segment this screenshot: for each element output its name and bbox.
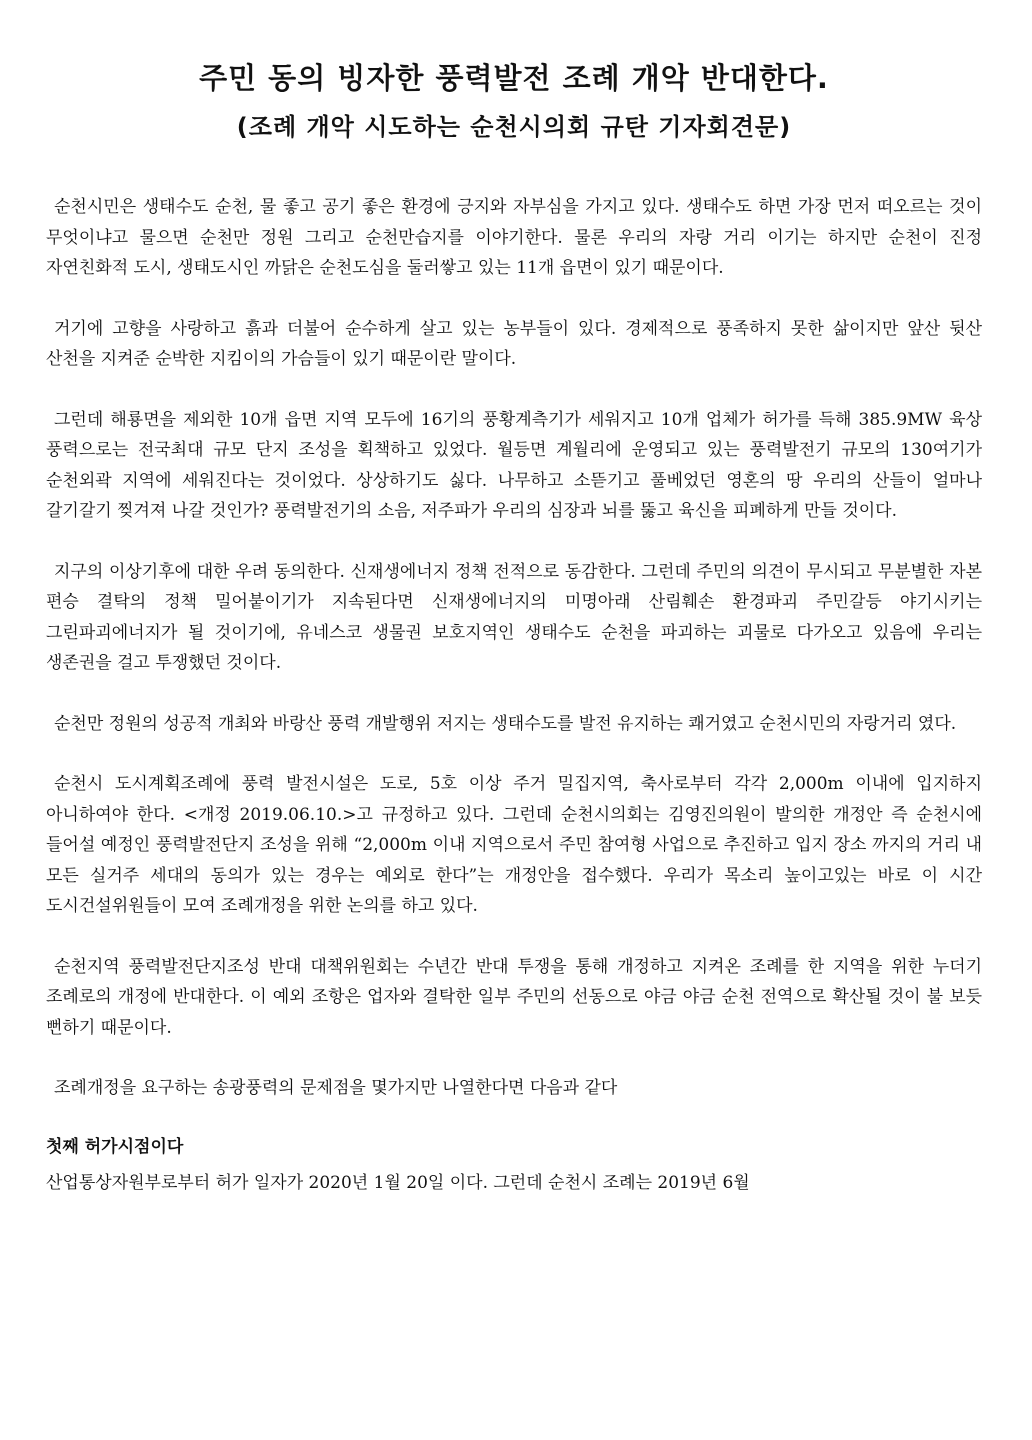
paragraph-6: 순천시 도시계획조례에 풍력 발전시설은 도로, 5호 이상 주거 밀집지역, 축사로부터 각각 2,000m 이내에 입지하지 아니하여야 한다. <개정 2019.06.10.>고 규정하고 있다. 그런데 순천시의회는 김영진의원이 발의한 개정안 즉 순천시에 들어설 예정인 풍력발전단지 조성을 위해 “2,000m 이내 지역으로서 주민 참여형 사업으로 추진하고 입지 장소 까지의 거리 내 모든 실거주 세대의 동의가 있는 경우는 예외로 한다”는 개정안을 접수했다. 우리가 목소리 높이고있는 바로 이 시간 도시건설위원들이 모여 조례개정을 위한 논의를 하고 있다. <box>46 774 982 916</box>
paragraph-4: 지구의 이상기후에 대한 우려 동의한다. 신재생에너지 정책 전적으로 동감한다. 그런데 주민의 의견이 무시되고 무분별한 자본 편승 결탁의 정책 밀어붙이기가 지속된다면 신재생에너지의 미명아래 산림훼손 환경파괴 주민갈등 야기시키는 그린파괴에너지가 될 것이기에, 유네스코 생물권 보호지역인 생태수도 순천을 파괴하는 괴물로 다가오고 있음에 우리는 생존권을 걸고 투쟁했던 것이다. <box>46 561 982 673</box>
document-body <box>46 192 982 1199</box>
document-subtitle: (조례 개악 시도하는 순천시의회 규탄 기자회견문) <box>236 113 792 141</box>
section-heading: 첫째 허가시점이다 <box>46 1136 184 1157</box>
paragraph-2: 거기에 고향을 사랑하고 흙과 더불어 순수하게 살고 있는 농부들이 있다. 경제적으로 풍족하지 못한 삶이지만 앞산 뒷산 산천을 지켜준 순박한 지킴이의 가슴들이 있기 때문이란 말이다. <box>46 318 982 369</box>
document-page <box>46 58 982 1199</box>
paragraph-1: 순천시민은 생태수도 순천, 물 좋고 공기 좋은 환경에 긍지와 자부심을 가지고 있다. 생태수도 하면 가장 먼저 떠오르는 것이 무엇이냐고 물으면 순천만 정원 그리고 순천만습지를 이야기한다. 물론 우리의 자랑 거리 이기는 하지만 순천이 진정 자연친화적 도시, 생태도시인 까닭은 순천도심을 둘러쌓고 있는 11개 읍면이 있기 때문이다. <box>46 197 982 278</box>
paragraph-8: 조례개정을 요구하는 송광풍력의 문제점을 몇가지만 나열한다면 다음과 같다 <box>54 1078 618 1098</box>
paragraph-3: 그런데 해룡면을 제외한 10개 읍면 지역 모두에 16기의 풍황계측기가 세워지고 10개 업체가 허가를 득해 385.9MW 육상 풍력으로는 전국최대 규모 단지 조성을 획책하고 있었다. 월등면 계월리에 운영되고 있는 풍력발전기 규모의 130여기가 순천외곽 지역에 세워진다는 것이었다. 상상하기도 싫다. 나무하고 소뜯기고 풀베었던 영혼의 땅 우리의 산들이 얼마나 갈기갈기 찢겨져 나갈 것인가? 풍력발전기의 소음, 저주파가 우리의 심장과 뇌를 뚫고 육신을 피폐하게 만들 것이다. <box>46 409 982 521</box>
document-title: 주민 동의 빙자한 풍력발전 조례 개악 반대한다. <box>199 61 829 95</box>
paragraph-7: 순천지역 풍력발전단지조성 반대 대책위원회는 수년간 반대 투쟁을 통해 개정하고 지켜온 조례를 한 지역을 위한 누더기 조례로의 개정에 반대한다. 이 예외 조항은 업자와 결탁한 일부 주민의 선동으로 야금 야금 순천 전역으로 확산될 것이 불 보듯 뻔하기 때문이다. <box>46 956 982 1038</box>
section-text: 산업통상자원부로부터 허가 일자가 2020년 1월 20일 이다. 그런데 순천시 조례는 2019년 6월 <box>46 1173 750 1193</box>
paragraph-5: 순천만 정원의 성공적 개최와 바랑산 풍력 개발행위 저지는 생태수도를 발전 유지하는 쾌거였고 순천시민의 자랑거리 였다. <box>54 713 957 734</box>
